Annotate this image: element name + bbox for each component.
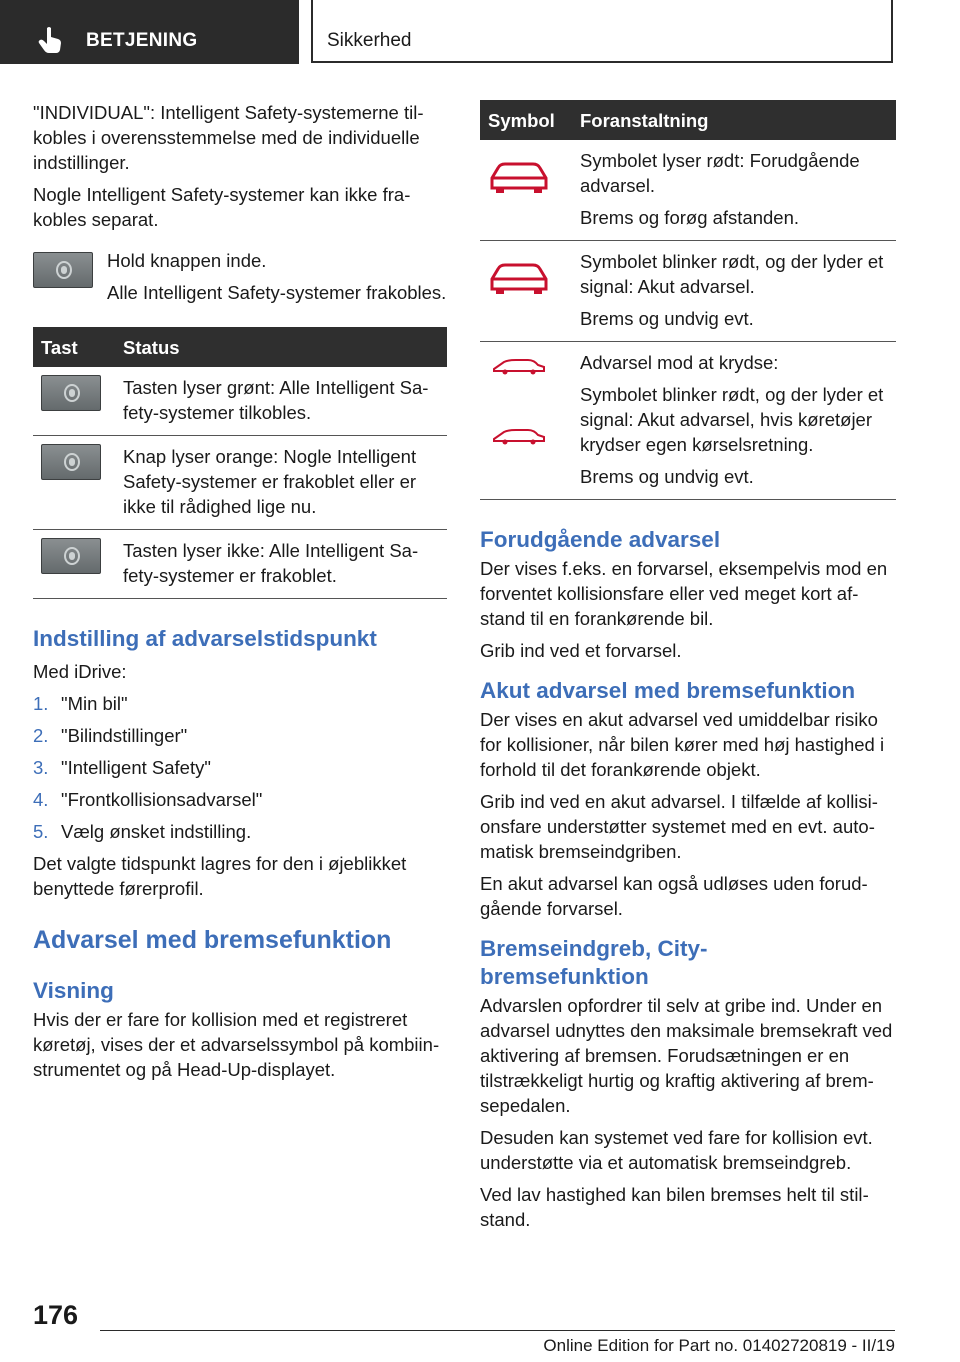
paragraph: Grib ind ved en akut advarsel. I tilfælde af kollisionsfare understøtter systemet med en evt. automatisk bremseindgriben. <box>480 791 878 862</box>
heading-forudgaaende: Forudgående advarsel <box>480 527 721 552</box>
list-item: 3. "Intelligent Safety" <box>33 757 211 778</box>
intro-paragraph: Nogle Intelligent Safety-systemer kan ikke frakobles separat. <box>33 184 411 230</box>
hold-subtext: Alle Intelligent Safety-systemer frakobles. <box>107 282 447 303</box>
table-row <box>480 342 896 500</box>
table-header: Tast <box>33 327 115 367</box>
visning-text: Hvis der er fare for kollision med et registreret køretøj, vises der et advarselssymbol på kombiinstrumentet og på Head-Up-displayet. <box>33 1009 440 1080</box>
symbol-table <box>480 100 896 500</box>
paragraph: Advarslen opfordrer til selv at gribe ind. Under en advarsel udnyttes den maksimale bremsekraft ved aktivering af bremsen. Forudsætningen er en tilstrækkeligt hurtig og kraftig aktivering af bremsepedalen. <box>480 995 893 1116</box>
paragraph: Ved lav hastighed kan bilen bremses helt til stilstand. <box>480 1184 869 1230</box>
table-header: Foranstaltning <box>572 100 896 140</box>
hold-instruction <box>33 248 447 305</box>
table-header: Status <box>115 327 447 367</box>
header-title-box <box>311 0 893 63</box>
table-cell: Brems og undvig evt. <box>580 308 754 329</box>
table-cell: Symbolet blinker rødt, og der lyder et signal: Akut advarsel, hvis køretøjer krydser egen kørselsretning. <box>580 384 884 455</box>
table-cell: Tasten lyser grønt: Alle Intelligent Safety-systemer tilkobles. <box>115 367 447 436</box>
list-item: 4. "Frontkollisionsadvarsel" <box>33 789 263 810</box>
header-section-label: BETJENING <box>86 30 198 51</box>
list-item: 2. "Bilindstillinger" <box>33 725 188 746</box>
table-row <box>480 241 896 342</box>
paragraph: Grib ind ved et forvarsel. <box>480 640 682 661</box>
intelligent-safety-button-icon <box>41 375 101 411</box>
heading-indstilling: Indstilling af advarselstidspunkt <box>33 626 377 651</box>
table-cell: Symbolet blinker rødt, og der lyder et signal: Akut advarsel. <box>580 251 884 297</box>
car-warning-icon <box>488 261 550 295</box>
table-header: Symbol <box>480 100 572 140</box>
button-status-table <box>33 327 447 599</box>
paragraph: Der vises f.eks. en forvarsel, eksempelvis mod en forventet kollisionsfare eller ved meget kort afstand til en forankørende bil. <box>480 558 888 629</box>
paragraph: En akut advarsel kan også udløses uden forudgående forvarsel. <box>480 873 868 919</box>
table-cell: Symbolet lyser rødt: Forudgående advarsel. <box>580 150 860 196</box>
intelligent-safety-button-icon <box>41 444 101 480</box>
table-cell: Tasten lyser ikke: Alle Intelligent Safety-systemer er frakoblet. <box>115 530 447 599</box>
table-cell: Advarsel mod at krydse: <box>580 352 779 373</box>
after-steps-text: Det valgte tidspunkt lagres for den i øjeblikket benyttede førerprofil. <box>33 853 407 899</box>
header-section-tab[interactable] <box>0 0 299 64</box>
hand-pointer-icon <box>38 26 64 54</box>
footer-divider <box>100 1330 895 1331</box>
table-cell: Brems og undvig evt. <box>580 466 754 487</box>
list-item: 1. "Min bil" <box>33 693 128 714</box>
table-row <box>33 530 447 599</box>
table-row <box>33 367 447 436</box>
list-item: 5. Vælg ønsket indstilling. <box>33 821 252 842</box>
intelligent-safety-button-icon <box>41 538 101 574</box>
right-column <box>480 100 896 1239</box>
car-warning-icon <box>488 160 550 194</box>
steps-list <box>33 691 447 844</box>
intro-paragraph: "INDIVIDUAL": Intelligent Safety-systemerne tilkobles i overensstemmelse med de individuelle indstillinger. <box>33 102 424 173</box>
heading-visning: Visning <box>33 978 114 1003</box>
edition-text: Online Edition for Part no. 01402720819 - II/19 <box>543 1336 895 1355</box>
left-column <box>33 100 447 1089</box>
med-idrive: Med iDrive: <box>33 661 127 682</box>
table-cell: Knap lyser orange: Nogle Intelligent Safety-systemer er frakoblet eller er ikke til rådighed lige nu. <box>115 436 447 530</box>
table-row <box>480 140 896 241</box>
paragraph: Der vises en akut advarsel ved umiddelbar risiko for kollisioner, når bilen kører med høj hastighed i forhold til det forankørende objekt. <box>480 709 885 780</box>
page-number: 176 <box>33 1300 79 1330</box>
heading-akut: Akut advarsel med bremsefunktion <box>480 678 856 703</box>
paragraph: Desuden kan systemet ved fare for kollision evt. understøtte via et automatisk bremseindgreb. <box>480 1127 873 1173</box>
header-title: Sikkerhed <box>327 30 412 51</box>
table-cell: Brems og forøg afstanden. <box>580 207 800 228</box>
heading-advarsel: Advarsel med bremsefunktion <box>33 926 392 954</box>
heading-bremseindgreb: Bremseindgreb, City-bremsefunktion <box>480 936 708 989</box>
table-row <box>33 436 447 530</box>
intelligent-safety-button-icon <box>33 252 93 288</box>
crossing-car-icon <box>488 356 550 376</box>
hold-text: Hold knappen inde. <box>107 250 267 271</box>
crossing-car-icon <box>488 426 550 446</box>
